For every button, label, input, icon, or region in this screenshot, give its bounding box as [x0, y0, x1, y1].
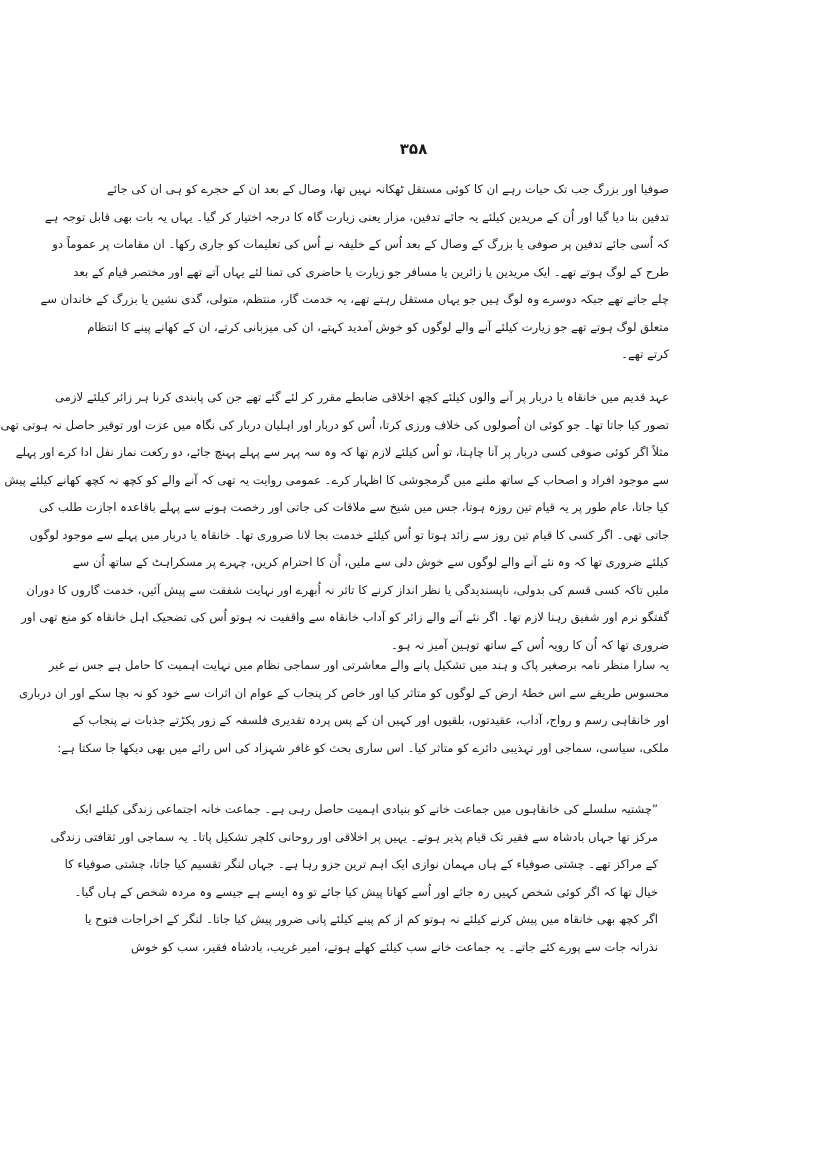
- text-line: کرتے تھے۔: [621, 347, 669, 361]
- paragraph-2: [0, 384, 669, 659]
- text-line: عہد قدیم میں خانقاہ یا دربار پر آنے والوں کیلئے کچھ اخلاقی ضابطے مقرر کر لئے گئے تھے جن کی پابندی کرنا ہر زائر کیلئے لازمی: [55, 390, 669, 404]
- text-line: ملیں تاکہ کسی قسم کی بدولی، ناپسندیدگی یا نظر انداز کرنے کا تاثر نہ اُبھرے اور نہایت شفقت سے پیش آئیں، خدمت گاروں کا دوران: [26, 582, 669, 597]
- text-line: ملکی، سیاسی، سماجی اور تہذیبی دائرے کو متاثر کیا۔ اس ساری بحث کو غافر شہزاد کی اس رائے میں بھی دیکھا جا سکتا ہے:: [57, 740, 669, 755]
- paragraph-1: [40, 176, 669, 369]
- text-line: طرح کے لوگ ہوتے تھے۔ ایک مریدین یا زائرین یا مسافر جو زیارت یا حاضری کی تمنا لئے یہاں آتے تھے اور مختصر قیام کے بعد: [73, 264, 669, 279]
- text-line: یہ سارا منظر نامہ برصغیر پاک و ہند میں تشکیل پانے والے معاشرتی اور سماجی نظام میں نہایت اہمیت کا حامل ہے جس نے غیر: [48, 658, 669, 672]
- quote-line: خیال تھا کہ اگر کوئی شخص کہیں رہ جائے اور اُسے کھانا پیش کیا جائے تو وہ ایسے ہے جیسے وہ مردہ شخص کے ہاں گیا۔: [74, 884, 658, 899]
- text-line: تصور کیا جاتا تھا۔ جو کوئی ان اُصولوں کی خلاف ورزی کرتا، اُس کو دربار اور اہلیان دربار کی نگاہ میں عزت اور توقیر حاصل نہ ہوتی تھی: [0, 417, 669, 432]
- text-line: جاتی تھی۔ اگر کسی کا قیام تین روز سے زائد ہوتا تو اُس کیلئے خدمت بجا لانا ضروری تھا۔ خانقاہ یا دربار میں پہلے سے موجود لوگوں: [29, 527, 669, 542]
- quote-line: کے مراکز تھے۔ چشتی صوفیاء کے ہاں مہمان نوازی ایک اہم ترین جزو رہا ہے۔ جہاں لنگر تقسیم کیا جاتا، چشتی صوفیاء کا: [64, 857, 658, 871]
- text-line: کیا جاتا، عام طور پر یہ قیام تین روزہ ہوتا، جس میں شیخ سے ملاقات کی جاتی اور رخصت ہونے سے پہلے باقاعدہ اجازت طلب کی: [38, 500, 669, 514]
- text-line: صوفیا اور بزرگ جب تک حیات رہے ان کا کوئی مستقل ٹھکانہ نہیں تھا، وصال کے بعد ان کے حجرے کو ہی ان کی جائے: [106, 182, 669, 196]
- text-line: محسوس طریقے سے اس خطۂ ارض کے لوگوں کو متاثر کیا اور خاص کر پنجاب کے عوام ان اثرات سے خود کو نہ بچا سکے اور ان درباری: [18, 685, 669, 700]
- text-line: گفتگو نرم اور شفیق رہنا لازم تھا۔ اگر نئے آنے والے زائر کو آداب خانقاہ سے واقفیت نہ ہوتو اُس کی تضحیک اہل خانقاہ کو منع تھی اور: [21, 610, 669, 624]
- page-number: ۳۵۸: [399, 140, 428, 158]
- text-line: ضروری تھا کہ اُن کا رویہ اُس کے ساتھ توہین آمیز نہ ہو۔: [391, 637, 669, 652]
- text-line: سے موجود افراد و اصحاب کے ساتھ ملنے میں گرمجوشی کا اظہار کرے۔ عمومی روایت یہ تھی کہ آنے والے کو کچھ نہ کچھ کھانے کیلئے پیش: [4, 472, 669, 487]
- quote-line: مرکز تھا جہاں بادشاہ سے فقیر تک قیام پذیر ہوتے۔ یہیں پر اخلاقی اور روحانی کلچر تشکیل پاتا۔ یہ سماجی اور ثقافتی زندگی: [50, 829, 658, 844]
- quote-line: اگر کچھ بھی خانقاہ میں پیش کرنے کیلئے نہ ہوتو کم از کم پینے کیلئے پانی ضرور پیش کیا جاتا۔ لنگر کے اخراجات فتوح یا: [84, 912, 658, 926]
- quote-line: ”چشتیہ سلسلے کی خانقاہوں میں جماعت خانے کو بنیادی اہمیت حاصل رہی ہے۔ جماعت خانہ اجتماعی زندگی کیلئے ایک: [75, 802, 658, 816]
- text-line: متعلق لوگ ہوتے تھے جو زیارت کیلئے آنے والے لوگوں کو خوش آمدید کہتے، ان کی میزبانی کرتے، ان کے کھانے پینے کا انتظام: [87, 319, 669, 334]
- text-line: کہ اُسی جائے تدفین پر صوفی یا بزرگ کے وصال کے بعد اُس کے خلیفہ نے اُس کی تعلیمات کو جاری رکھا۔ ان مقامات پر عموماً دو: [52, 237, 669, 251]
- block-quote: [50, 796, 658, 961]
- text-line: چلے جاتے تھے جبکہ دوسرے وہ لوگ ہیں جو یہاں مستقل رہتے تھے، یہ خدمت گار، منتظم، متولی، گدی نشین یا بزرگ کے خاندان سے: [40, 292, 669, 306]
- text-line: کیلئے ضروری تھا کہ وہ نئے آنے والے لوگوں سے خوش دلی سے ملیں، اُن کا احترام کریں، چہرے پر مسکراہٹ کے ساتھ اُن سے: [72, 555, 669, 569]
- text-line: اور خانقاہی رسم و رواج، آداب، عقیدتوں، بلقیوں اور کہیں ان کے پس پردہ تقدیری فلسفہ کے زور پکڑتے جذبات نے پنجاب کے: [72, 713, 669, 727]
- text-line: تدفین بنا دیا گیا اور اُن کے مریدین کیلئے یہ جائے تدفین، مزار یعنی زیارت گاہ کا درجہ اختیار کر گیا۔ یہاں یہ بات بھی قابل توجہ ہے: [44, 209, 669, 224]
- paragraph-3: [18, 652, 669, 762]
- text-line: مثلاً اگر کوئی صوفی کسی دربار پر آنا چاہتا، تو اُس کیلئے لازم تھا کہ وہ سہ پہر سے پہلے پہنچ جائے، دو رکعت نماز نفل ادا کرے اور پہلے: [15, 445, 669, 459]
- quote-line: نذرانہ جات سے پورے کئے جاتے۔ یہ جماعت خانے سب کیلئے کھلے ہوتے، امیر غریب، بادشاہ فقیر، سب کو خوش: [130, 939, 658, 954]
